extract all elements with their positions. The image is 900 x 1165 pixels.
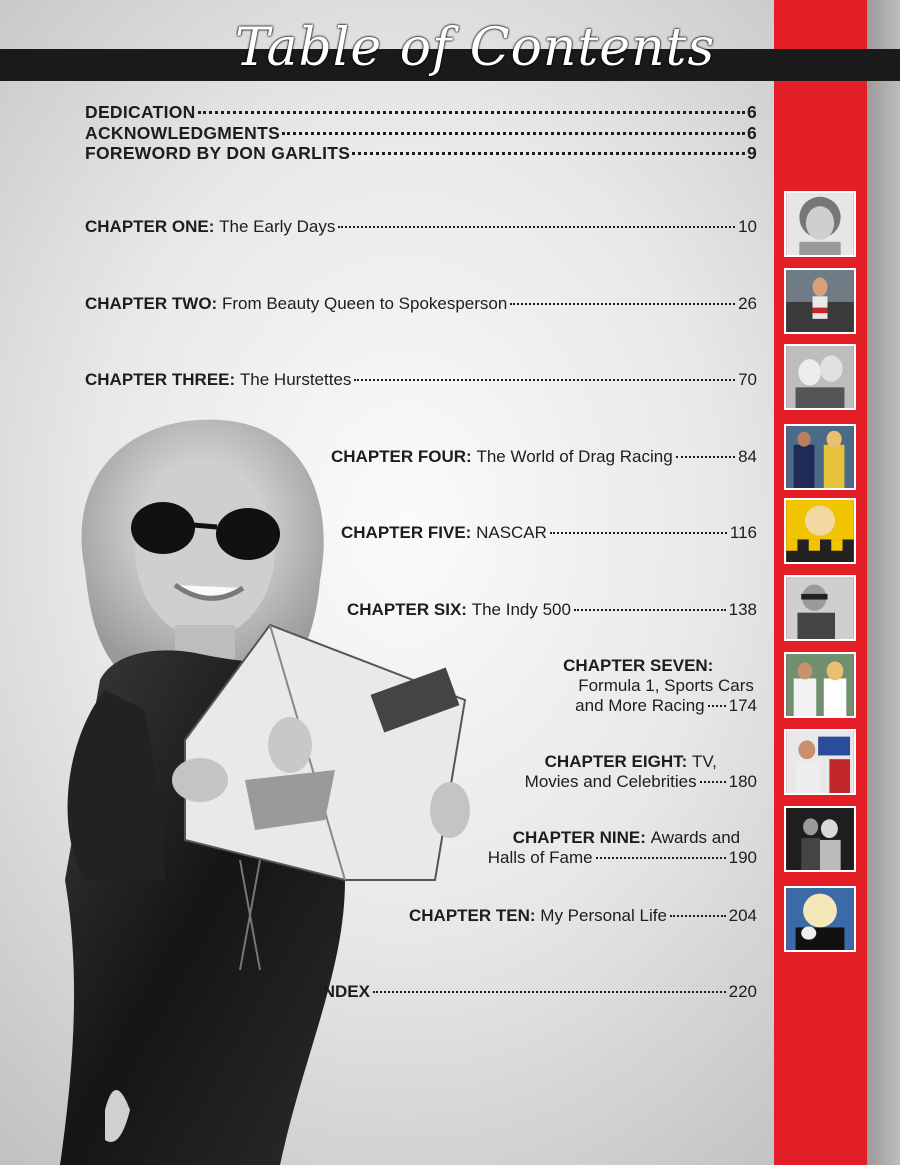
page-title: Table of Contents <box>234 18 716 78</box>
dot-leader <box>352 152 745 155</box>
chapter-page: 116 <box>729 523 757 542</box>
chapter-title-line2: Movies and Celebrities <box>524 772 697 791</box>
chapter-number: CHAPTER TEN: <box>409 906 536 925</box>
chapter-title: The Early Days <box>219 217 336 236</box>
chapter-page: 10 <box>738 217 757 236</box>
dot-leader <box>708 705 726 707</box>
chapter-number: CHAPTER EIGHT: <box>544 752 688 771</box>
chapter-title: From Beauty Queen to Spokesperson <box>221 294 508 313</box>
chapter-number: CHAPTER SEVEN: <box>563 656 714 675</box>
dot-leader <box>373 991 726 993</box>
entry-label: FOREWORD BY DON GARLITS <box>85 143 351 163</box>
dot-leader <box>510 303 735 305</box>
toc-entry-chapter-four[interactable] <box>331 447 757 467</box>
thumbnail-hurstettes-photo[interactable] <box>784 344 856 410</box>
chapter-title-line1: Awards and <box>650 828 741 847</box>
entry-label: ACKNOWLEDGMENTS <box>85 122 281 143</box>
chapter-number: CHAPTER SIX: <box>347 600 467 619</box>
thumbnail-personal-life-photo[interactable] <box>784 886 856 952</box>
thumbnail-drag-racing-photo[interactable] <box>784 424 856 490</box>
toc-entry-index[interactable] <box>318 982 757 1002</box>
toc-entry-chapter-seven[interactable] <box>563 656 757 716</box>
dot-leader <box>550 532 727 534</box>
chapter-number: CHAPTER THREE: <box>85 370 236 389</box>
dot-leader <box>354 379 735 381</box>
toc-entry-chapter-three[interactable] <box>85 370 757 390</box>
chapter-title: My Personal Life <box>540 906 667 925</box>
toc-entry-chapter-one[interactable] <box>85 217 757 237</box>
toc-entry-acknowledgments[interactable] <box>85 123 757 144</box>
chapter-title-line1: TV, <box>692 752 717 771</box>
chapter-title-line2: and More Racing <box>575 696 705 715</box>
entry-page: 6 <box>746 122 757 143</box>
dot-leader <box>596 857 726 859</box>
thumbnail-formula-1-photo[interactable] <box>784 652 856 718</box>
toc-entry-chapter-five[interactable] <box>341 523 757 543</box>
chapter-page: 70 <box>738 370 757 389</box>
chapter-title: The Indy 500 <box>471 600 571 619</box>
chapter-page: 26 <box>738 294 757 313</box>
toc-entry-chapter-eight[interactable] <box>525 752 757 792</box>
dot-leader <box>282 132 745 135</box>
chapter-number: CHAPTER NINE: <box>512 828 646 847</box>
dot-leader <box>198 111 745 114</box>
toc-entry-dedication[interactable] <box>85 102 757 123</box>
entry-page: 6 <box>746 102 757 122</box>
thumbnail-racetrack-queen-photo[interactable] <box>784 268 856 334</box>
index-label: INDEX <box>318 982 370 1001</box>
dot-leader <box>700 781 726 783</box>
index-page: 220 <box>728 982 757 1001</box>
chapter-title-line2: Halls of Fame <box>487 848 593 867</box>
toc-entry-chapter-ten[interactable] <box>409 906 757 926</box>
chapter-page: 84 <box>738 447 757 466</box>
chapter-page: 138 <box>728 600 757 619</box>
chapter-number: CHAPTER FIVE: <box>341 523 472 542</box>
chapter-number: CHAPTER FOUR: <box>331 447 472 466</box>
chapter-title: The World of Drag Racing <box>476 447 673 466</box>
front-matter-list <box>85 102 757 164</box>
thumbnail-portrait-photo[interactable] <box>784 191 856 257</box>
chapter-title: The Hurstettes <box>239 370 352 389</box>
dot-leader <box>676 456 735 458</box>
thumbnail-indy-500-photo[interactable] <box>784 575 856 641</box>
dot-leader <box>574 609 726 611</box>
chapter-title-line1: Formula 1, Sports Cars <box>578 676 754 695</box>
side-gray-band <box>867 0 900 1165</box>
chapter-page: 180 <box>728 772 757 791</box>
entry-label: DEDICATION <box>85 102 196 122</box>
chapter-page: 190 <box>728 848 757 867</box>
dot-leader <box>670 915 726 917</box>
thumbnail-daytona-celebrities-photo[interactable] <box>784 729 856 795</box>
dot-leader <box>338 226 735 228</box>
chapter-title: NASCAR <box>476 523 547 542</box>
chapter-number: CHAPTER ONE: <box>85 217 215 236</box>
toc-entry-foreword[interactable] <box>85 143 757 164</box>
chapter-number: CHAPTER TWO: <box>85 294 218 313</box>
chapter-page: 204 <box>728 906 757 925</box>
entry-page: 9 <box>746 143 757 163</box>
toc-entry-chapter-two[interactable] <box>85 294 757 314</box>
thumbnail-awards-photo[interactable] <box>784 806 856 872</box>
thumbnail-nascar-photo[interactable] <box>784 498 856 564</box>
chapter-page: 174 <box>728 696 757 715</box>
toc-entry-chapter-six[interactable] <box>347 600 757 620</box>
toc-entry-chapter-nine[interactable] <box>488 828 757 868</box>
